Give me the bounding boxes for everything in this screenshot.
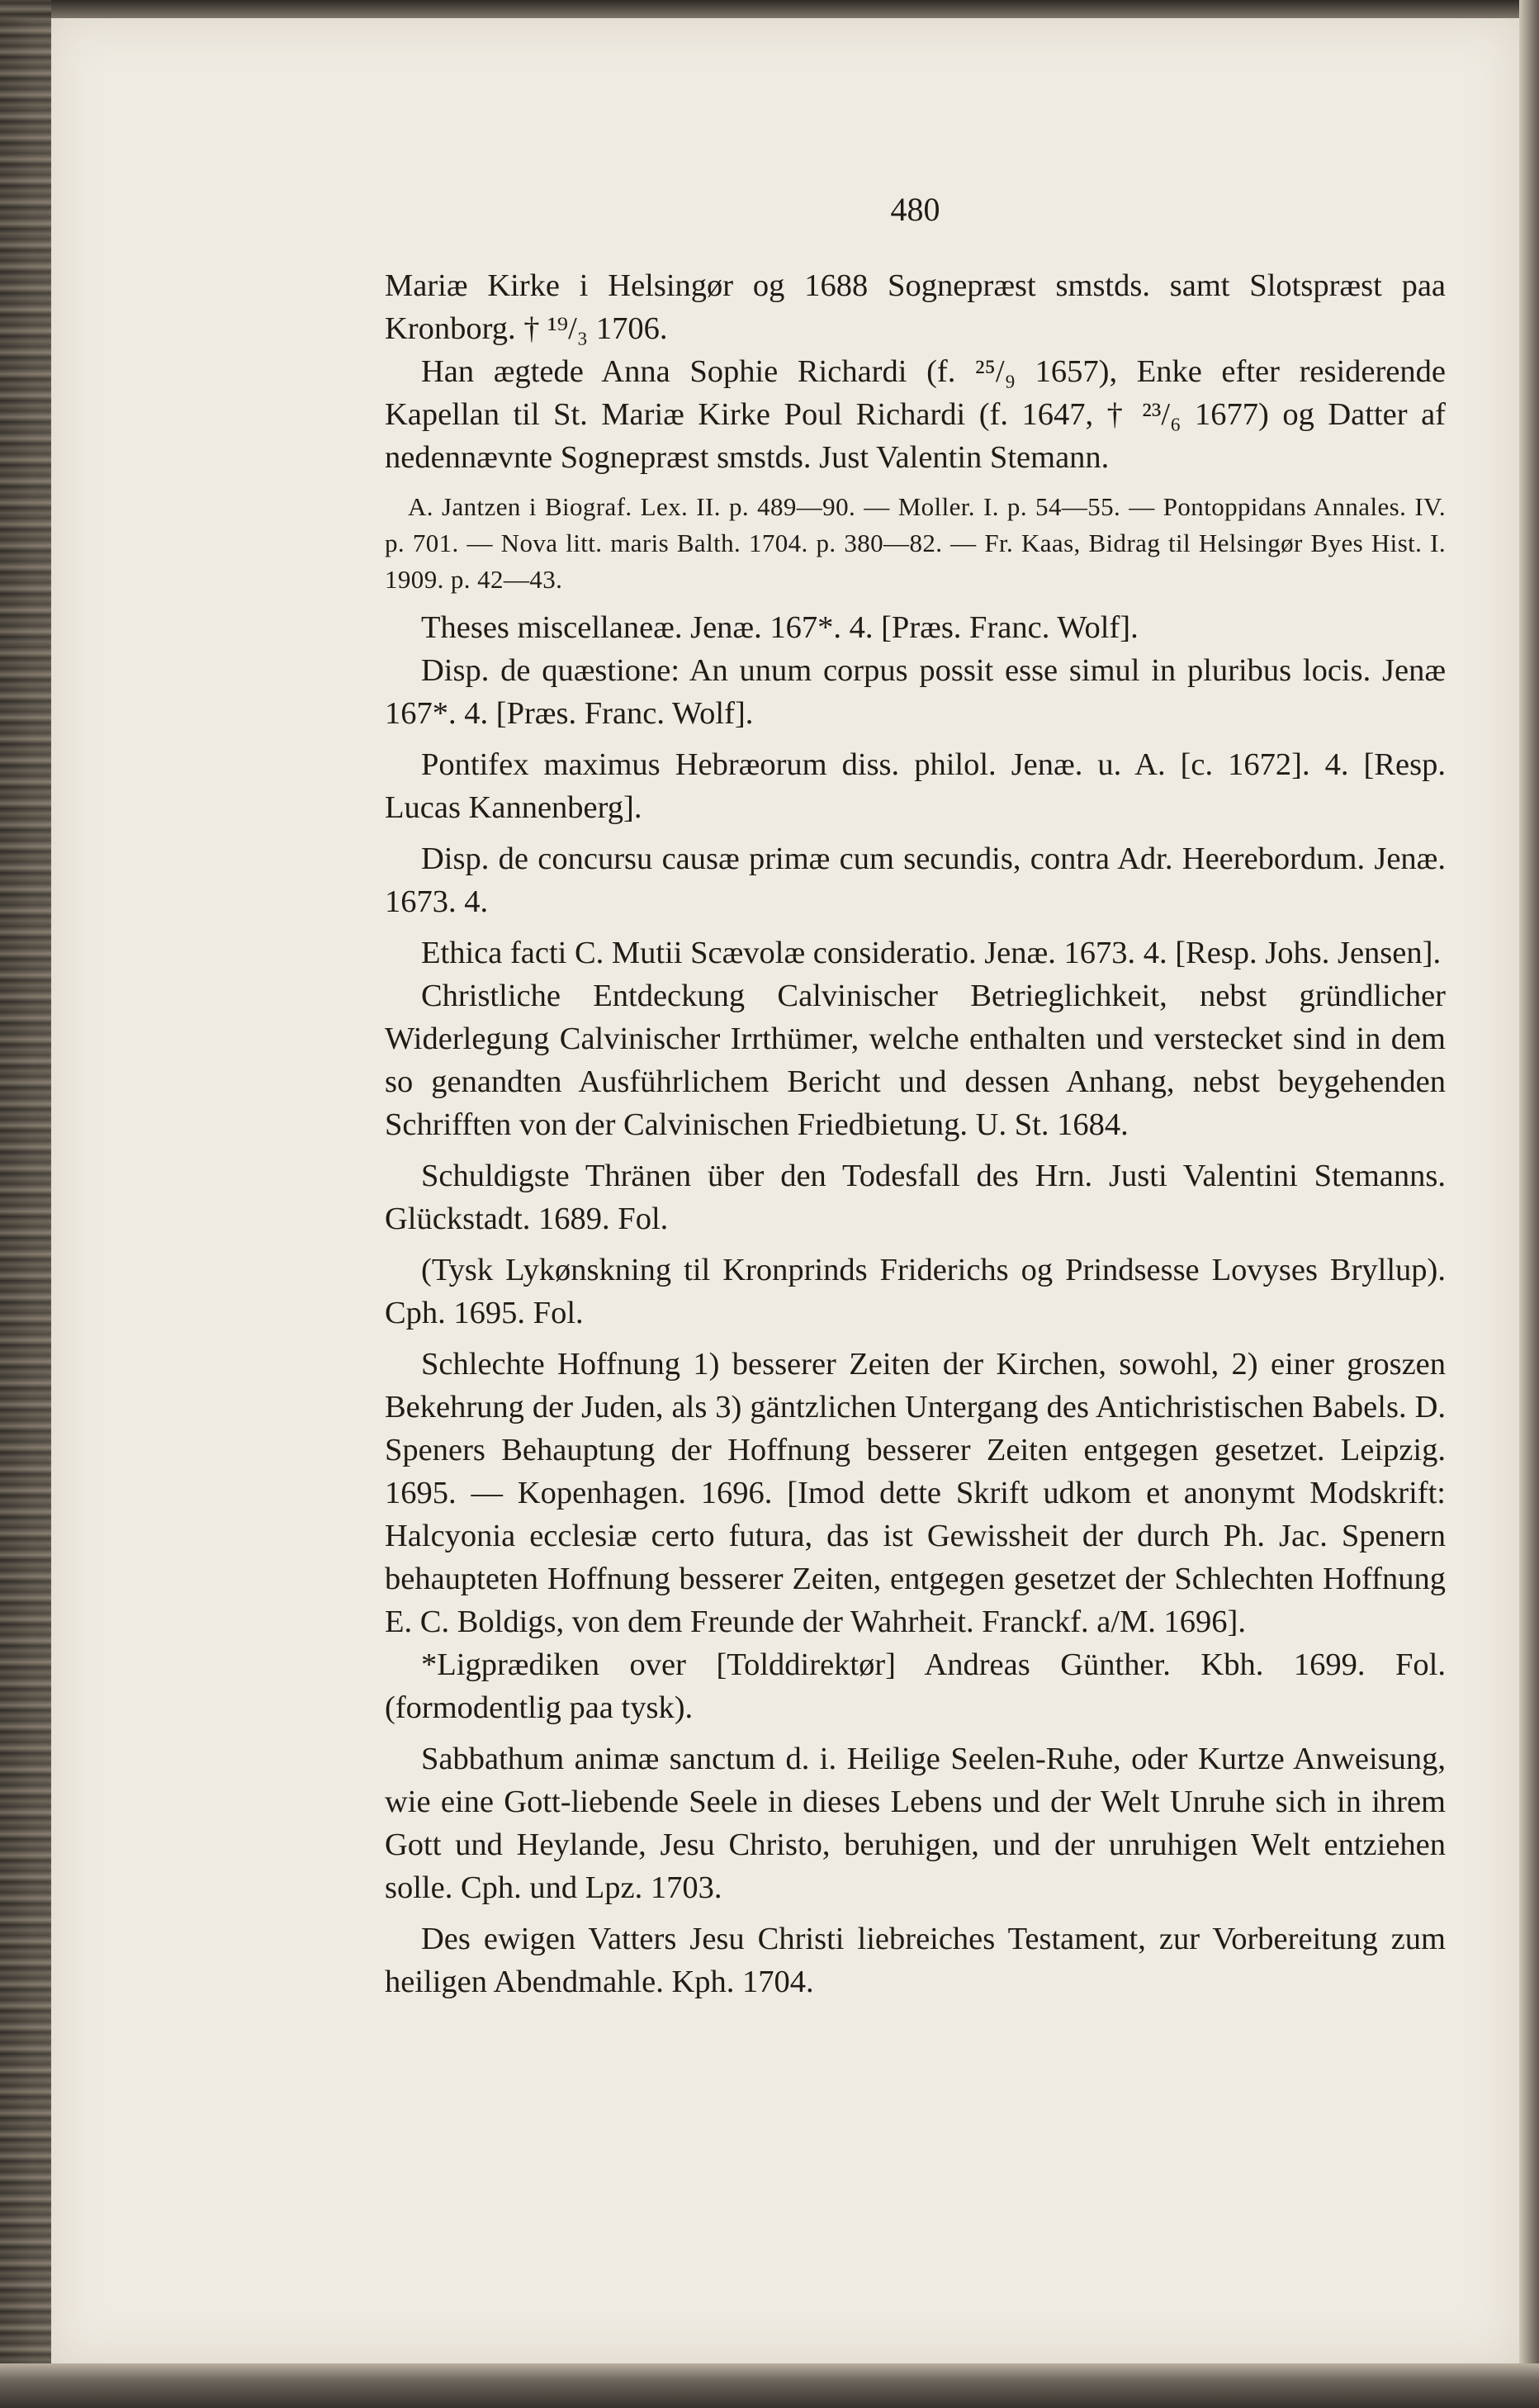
work-entry: Pontifex maximus Hebræorum diss. philol. Jenæ. u. A. [c. 1672]. 4. [Resp. Lucas Kannenberg]. xyxy=(385,747,1446,825)
paragraph-marriage: Han ægtede Anna Sophie Richardi (f. ²⁵/₉ 1657), Enke efter residerende Kapellan til St. Mariæ Kirke Poul Richardi (f. 1647, † ²³/₆ 1677) og Datter af nedennævnte Sognepræst smstds. Just Valentin Stemann. xyxy=(385,354,1446,475)
work-entry: Christliche Entdeckung Calvinischer Betrieglichkeit, nebst gründlicher Widerlegung Calvinischer Irrthümer, welche enthalten und verstecket sind in dem so genandten Ausführlichem Bericht und dessen Anhang, nebst beygehenden Schrifften von der Calvinischen Friedbietung. U. St. 1684. xyxy=(385,979,1446,1142)
references: A. Jantzen i Biograf. Lex. II. p. 489—90. — Moller. I. p. 54—55. — Pontoppidans Annales. IV. p. 701. — Nova litt. maris Balth. 1704. p. 380—82. — Fr. Kaas, Bidrag til Helsingør Byes Hist. I. 1909. p. 42—43. xyxy=(385,492,1446,594)
spacer xyxy=(385,923,1446,931)
page-number: 480 xyxy=(890,191,940,228)
work-entry: Disp. de quæstione: An unum corpus possit esse simul in pluribus locis. Jenæ 167*. 4. [Præs. Franc. Wolf]. xyxy=(385,653,1446,731)
paragraph-career: Mariæ Kirke i Helsingør og 1688 Sognepræst smstds. samt Slotspræst paa Kronborg. † ¹⁹/₃ 1706. xyxy=(385,268,1446,346)
spacer xyxy=(385,735,1446,743)
scan-bottom-edge xyxy=(0,2363,1539,2408)
work-entry: Ethica facti C. Mutii Scævolæ consideratio. Jenæ. 1673. 4. [Resp. Johs. Jensen]. xyxy=(421,936,1442,970)
work-entry: Theses miscellaneæ. Jenæ. 167*. 4. [Præs. Franc. Wolf]. xyxy=(421,610,1139,645)
work-entry: Sabbathum animæ sanctum d. i. Heilige Seelen-Ruhe, oder Kurtze Anweisung, wie eine Gott-liebende Seele in dieses Lebens und der Welt Unruhe sich in ihrem Gott und Heylande, Jesu Christo, beruhigen, und der unruhigen Welt entziehen solle. Cph. und Lpz. 1703. xyxy=(385,1742,1446,1905)
spacer xyxy=(385,1729,1446,1737)
spacer xyxy=(385,1146,1446,1154)
scan-right-edge xyxy=(1519,0,1539,2408)
work-entry: Schlechte Hoffnung 1) besserer Zeiten der Kirchen, sowohl, 2) einer groszen Bekehrung der Juden, als 3) gäntzlichen Untergang des Antichristischen Babels. D. Speners Behauptung der Hoffnung besserer Zeiten entgegen gesetzet. Leipzig. 1695. — Kopenhagen. 1696. [Imod dette Skrift udkom et anonymt Modskrift: Halcyonia ecclesiæ certo futura, das ist Gewissheit der durch Ph. Jac. Spenern behaupteten Hoffnung besserer Zeiten, entgegen gesetzet der Schlechten Hoffnung E. C. Boldigs, von dem Freunde der Wahrheit. Franckf. a/M. 1696]. xyxy=(385,1347,1446,1639)
spacer xyxy=(385,1334,1446,1343)
work-entry: *Ligprædiken over [Tolddirektør] Andreas Günther. Kbh. 1699. Fol. (formodentlig paa tysk). xyxy=(385,1647,1446,1725)
spacer xyxy=(385,829,1446,837)
work-entry: Schuldigste Thränen über den Todesfall des Hrn. Justi Valentini Stemanns. Glückstadt. 1689. Fol. xyxy=(385,1159,1446,1236)
scan-top-edge xyxy=(0,0,1539,18)
book-binding-edge xyxy=(0,0,51,2408)
work-entry: Disp. de concursu causæ primæ cum secundis, contra Adr. Heerebordum. Jenæ. 1673. 4. xyxy=(385,841,1446,919)
work-entry: (Tysk Lykønskning til Kronprinds Friderichs og Prindsesse Lovyses Bryllup). Cph. 1695. Fol. xyxy=(385,1253,1446,1330)
spacer xyxy=(385,1909,1446,1917)
work-entry: Des ewigen Vatters Jesu Christi liebreiches Testament, zur Vorbereitung zum heiligen Abendmahle. Kph. 1704. xyxy=(385,1922,1446,1999)
text-block xyxy=(385,264,1446,2003)
spacer xyxy=(385,1240,1446,1249)
